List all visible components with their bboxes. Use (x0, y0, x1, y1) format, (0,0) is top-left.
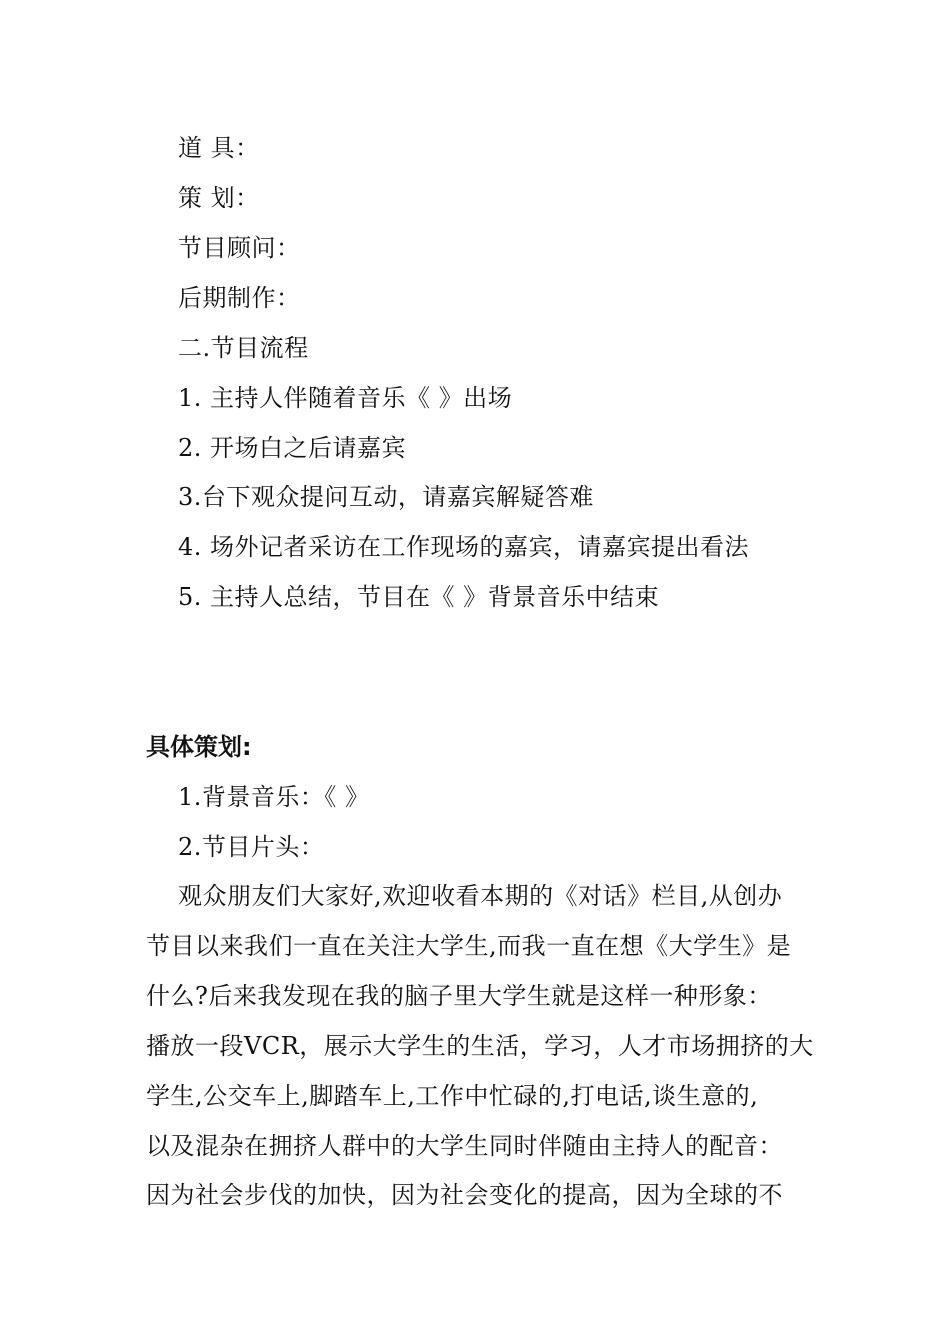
flow-title: 二.节目流程 (178, 334, 309, 362)
flow-step-1: 1. 主持人伴随着音乐《 》出场 (178, 384, 513, 412)
flow-step-5: 5. 主持人总结，节目在《 》背景音乐中结束 (178, 583, 660, 611)
paragraph-line-5: 学生,公交车上,脚踏车上,工作中忙碌的,打电话,谈生意的, (146, 1082, 759, 1110)
paragraph-line-6: 以及混杂在拥挤人群中的大学生同时伴随由主持人的配音： (146, 1132, 783, 1160)
credit-advisor: 节目顾问： (178, 234, 301, 262)
section-heading: 具体策划: (146, 733, 252, 761)
paragraph-line-3: 什么?后来我发现在我的脑子里大学生就是这样一种形象： (146, 982, 772, 1010)
flow-step-3: 3.台下观众提问互动，请嘉宾解疑答难 (178, 483, 594, 511)
credit-props: 道 具： (178, 134, 260, 162)
flow-step-2: 2. 开场白之后请嘉宾 (178, 434, 407, 462)
detail-item-2: 2.节目片头： (178, 833, 325, 861)
credit-planning: 策 划： (178, 184, 260, 212)
paragraph-line-1: 观众朋友们大家好,欢迎收看本期的《对话》栏目,从创办 (178, 882, 783, 910)
paragraph-line-4: 播放一段VCR，展示大学生的生活，学习，人才市场拥挤的大 (146, 1032, 814, 1060)
paragraph-line-2: 节目以来我们一直在关注大学生,而我一直在想《大学生》是 (146, 932, 792, 960)
paragraph-line-7: 因为社会步伐的加快，因为社会变化的提高，因为全球的不 (146, 1181, 783, 1209)
flow-step-4: 4. 场外记者采访在工作现场的嘉宾，请嘉宾提出看法 (178, 533, 750, 561)
credit-post-production: 后期制作： (178, 284, 301, 312)
detail-item-1: 1.背景音乐：《 》 (178, 783, 370, 811)
